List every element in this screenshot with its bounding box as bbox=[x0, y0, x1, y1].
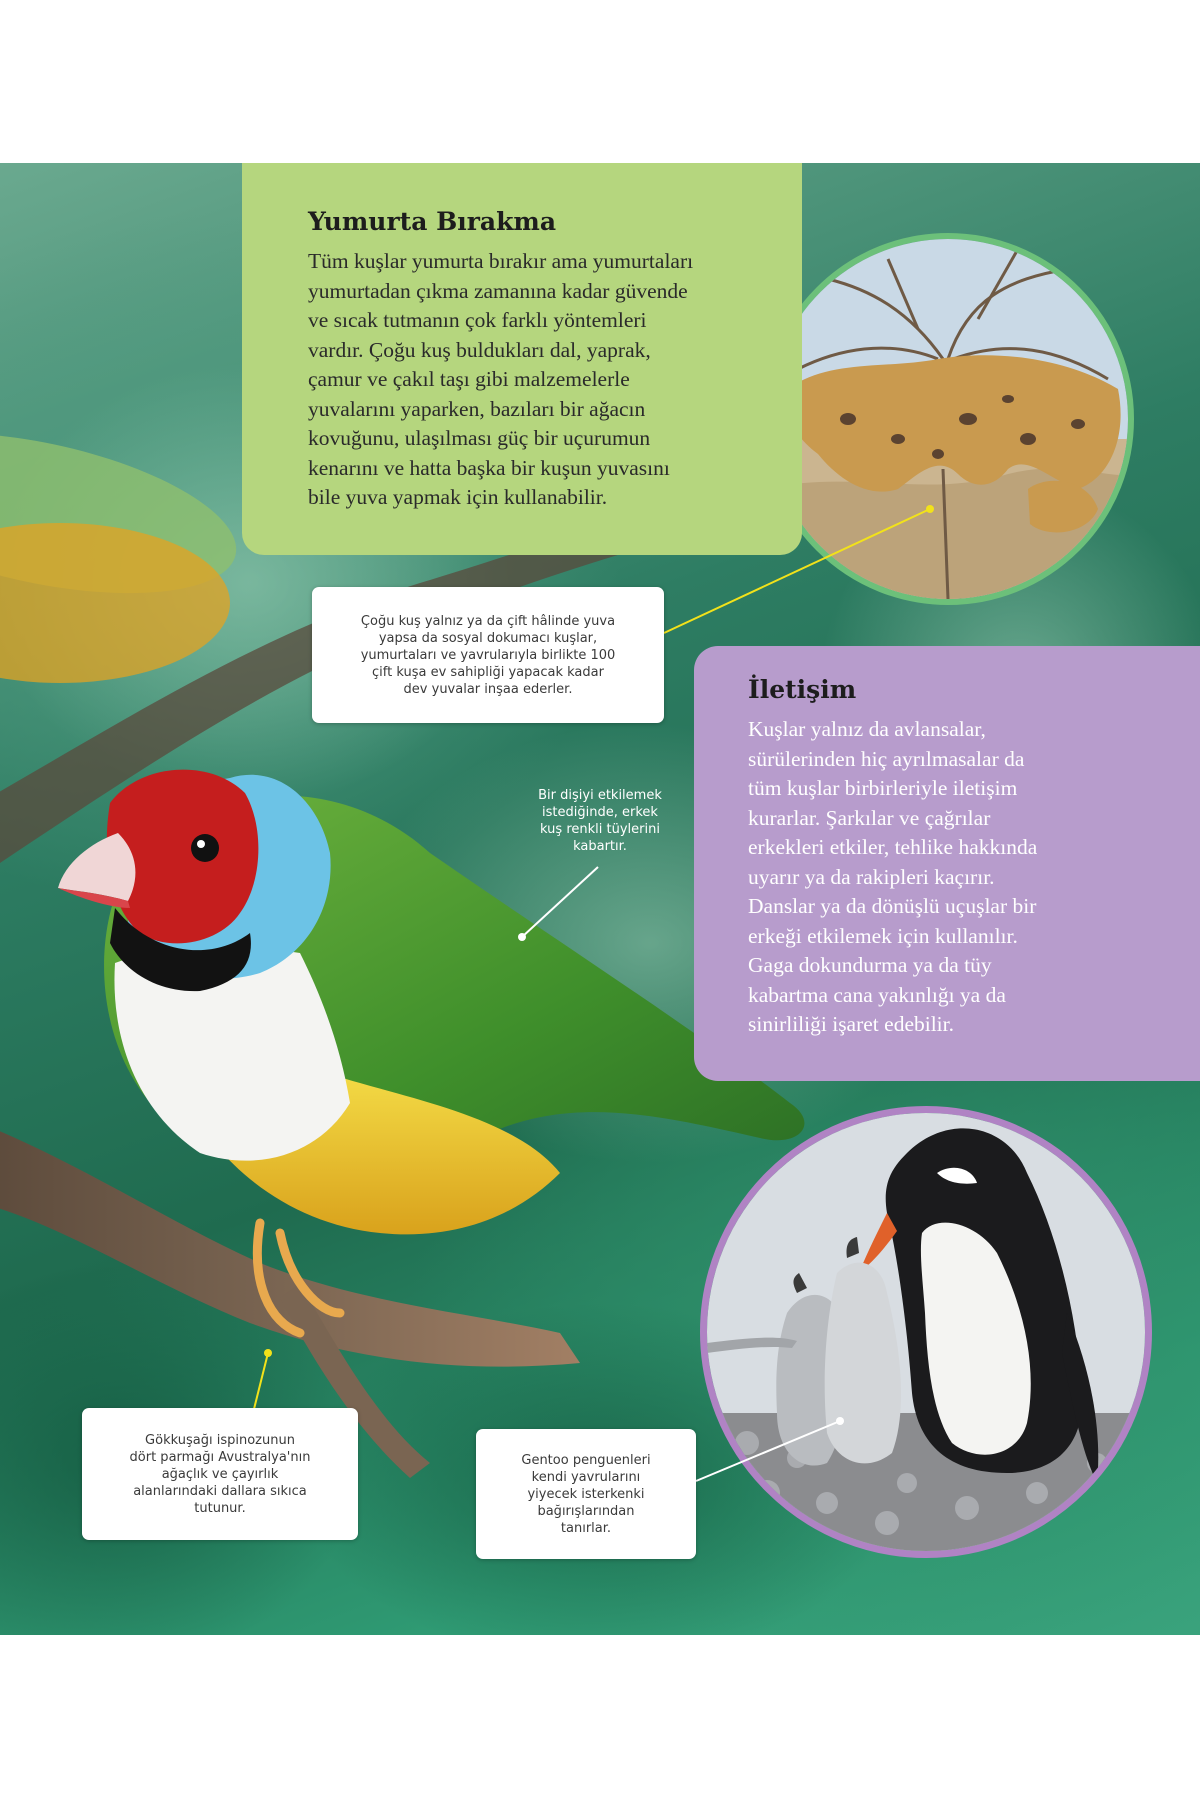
gentoo-callout-line: Gentoo penguenleri bbox=[521, 1452, 651, 1468]
communication-line: Gaga dokundurma ya da tüy bbox=[748, 953, 992, 977]
weaver-callout-line: yumurtaları ve yavrularıyla birlikte 100 bbox=[360, 647, 616, 663]
communication-line: sürülerinden hiç ayrılmasalar da bbox=[748, 746, 1025, 771]
communication-line: tüm kuşlar birbirleriyle iletişim bbox=[748, 776, 1018, 800]
feathers-label bbox=[520, 787, 680, 855]
egg-laying-line: çamur ve çakıl taşı gibi malzemelerle bbox=[308, 367, 630, 391]
finch-toes-callout-line: alanlarındaki dallara sıkıca bbox=[133, 1483, 307, 1499]
feathers-label-line: Bir dişiyi etkilemek bbox=[538, 788, 662, 803]
finch-toes-callout-line: Gökkuşağı ispinozunun bbox=[145, 1432, 295, 1448]
egg-laying-line: ve sıcak tutmanın çok farklı yöntemleri bbox=[308, 308, 647, 332]
weaver-callout-line: çift kuşa ev sahipliği yapacak kadar bbox=[372, 664, 604, 680]
finch-toes-callout-line: dört parmağı Avustralya'nın bbox=[129, 1449, 311, 1465]
finch-toes-callout bbox=[82, 1408, 358, 1540]
communication-line: Danslar ya da dönüşlü uçuşlar bir bbox=[748, 894, 1037, 918]
gentoo-callout-line: kendi yavrularını bbox=[531, 1469, 641, 1485]
communication-line: uyarır ya da rakipleri kaçırır. bbox=[748, 864, 995, 889]
spread-page bbox=[0, 163, 1200, 1635]
communication-body bbox=[748, 715, 1037, 1040]
feathers-label-line: kuş renkli tüylerini bbox=[540, 822, 660, 837]
egg-laying-title: Yumurta Bırakma bbox=[308, 207, 557, 236]
weaver-callout bbox=[312, 587, 664, 723]
gentoo-callout-line: yiyecek isterkenki bbox=[527, 1486, 645, 1502]
gentoo-callout-line: tanırlar. bbox=[560, 1520, 612, 1536]
gentoo-callout bbox=[476, 1429, 696, 1559]
weaver-callout-line: dev yuvalar inşaa ederler. bbox=[403, 681, 573, 697]
egg-laying-line: kovuğunu, ulaşılması güç bir uçurumun bbox=[308, 426, 651, 450]
feathers-label-line: istediğinde, erkek bbox=[542, 805, 658, 820]
egg-laying-body bbox=[308, 247, 693, 513]
communication-line: sinirliliği işaret edebilir. bbox=[748, 1012, 955, 1036]
finch-toes-callout-line: ağaçlık ve çayırlık bbox=[161, 1466, 279, 1482]
egg-laying-line: Tüm kuşlar yumurta bırakır ama yumurtaları bbox=[308, 249, 694, 273]
weaver-nest-photo bbox=[762, 233, 1134, 605]
egg-laying-line: kenarını ve hatta başka bir kuşun yuvasını bbox=[308, 455, 670, 480]
egg-laying-line: yumurtadan çıkma zamanına kadar güvende bbox=[308, 278, 688, 303]
gentoo-penguin-photo bbox=[700, 1106, 1152, 1558]
finch-toes-callout-line: tutunur. bbox=[194, 1500, 246, 1516]
egg-laying-line: yuvalarını yaparken, bazıları bir ağacın bbox=[308, 396, 646, 421]
egg-laying-line: vardır. Çoğu kuş buldukları dal, yaprak, bbox=[308, 337, 651, 362]
communication-line: Kuşlar yalnız da avlansalar, bbox=[748, 717, 986, 741]
communication-line: kabartma cana yakınlığı ya da bbox=[748, 982, 1006, 1007]
communication-line: erkeği etkilemek için kullanılır. bbox=[748, 923, 1018, 948]
feathers-label-line: kabartır. bbox=[573, 839, 627, 854]
weaver-callout-line: yapsa da sosyal dokumacı kuşlar, bbox=[378, 630, 598, 646]
gentoo-callout-line: bağırışlarından bbox=[537, 1503, 635, 1519]
communication-line: kurarlar. Şarkılar ve çağrılar bbox=[748, 805, 991, 830]
egg-laying-line: bile yuva yapmak için kullanabilir. bbox=[308, 485, 608, 509]
communication-line: erkekleri etkiler, tehlike hakkında bbox=[748, 835, 1038, 859]
weaver-callout-line: Çoğu kuş yalnız ya da çift hâlinde yuva bbox=[360, 613, 616, 629]
communication-title: İletişim bbox=[748, 675, 857, 704]
